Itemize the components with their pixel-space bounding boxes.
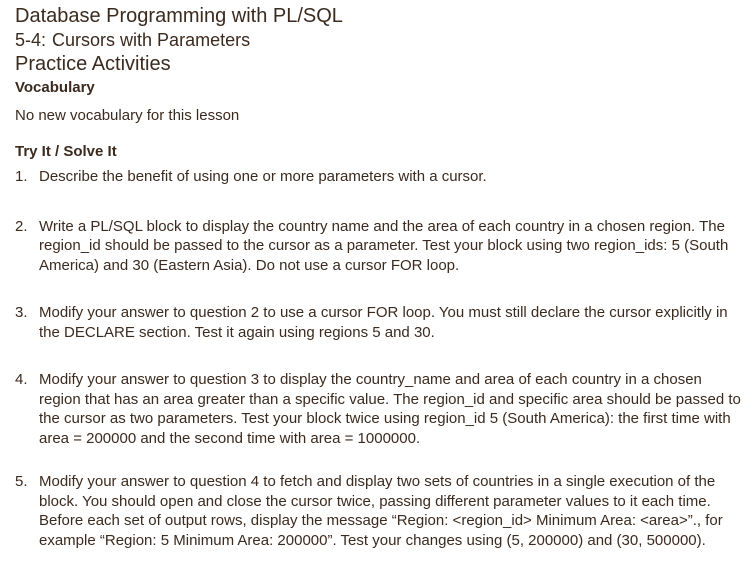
vocabulary-heading: Vocabulary [15, 79, 95, 96]
activity-title: Practice Activities [15, 53, 171, 75]
question-1 [15, 167, 741, 187]
try-it-heading: Try It / Solve It [15, 143, 117, 160]
question-number: 4. [15, 371, 28, 388]
question-number: 5. [15, 473, 28, 490]
question-4 [15, 370, 741, 448]
lesson-heading [15, 28, 741, 52]
question-text: Describe the benefit of using one or more parameters with a cursor. [39, 168, 487, 185]
question-text: Write a PL/SQL block to display the country name and the area of each country in a chosen region. The region_id should be passed to the cursor as a parameter. Test your block using two region_ids: 5 (South America) and 30 (Eastern Asia). Do not use a cursor FOR loop. [39, 217, 729, 274]
vocabulary-text: No new vocabulary for this lesson [15, 107, 240, 124]
lesson-title: Cursors with Parameters [52, 30, 251, 50]
question-text: Modify your answer to question 4 to fetch and display two sets of countries in a single execution of the block. You should open and close the cursor twice, passing different parameter values to it each time. Before each set of output rows, display the message “Region: <region_id> Minimum Area: <area>”., for example “Region: 5 Minimum Area: 200000”. Test your changes using (5, 200000) and (30, 500000). [39, 473, 723, 549]
document-page [15, 4, 741, 550]
question-number: 3. [15, 304, 28, 321]
lesson-number: 5-4: [15, 30, 47, 50]
question-number: 2. [15, 217, 28, 235]
course-title: Database Programming with PL/SQL [15, 5, 343, 27]
question-text: Modify your answer to question 3 to display the country_name and area of each country in a chosen region that has an area greater than a specific value. The region_id and specific area should be passed to the cursor as two parameters. Test your block twice using region_id 5 (South America): the first time with area = 200000 and the second time with area = 1000000. [39, 371, 741, 447]
question-5 [15, 472, 741, 550]
question-2 [15, 217, 741, 276]
question-3 [15, 303, 741, 342]
question-number: 1. [15, 168, 28, 185]
question-text: Modify your answer to question 2 to use a cursor FOR loop. You must still declare the cursor explicitly in the DECLARE section. Test it again using regions 5 and 30. [39, 304, 728, 341]
